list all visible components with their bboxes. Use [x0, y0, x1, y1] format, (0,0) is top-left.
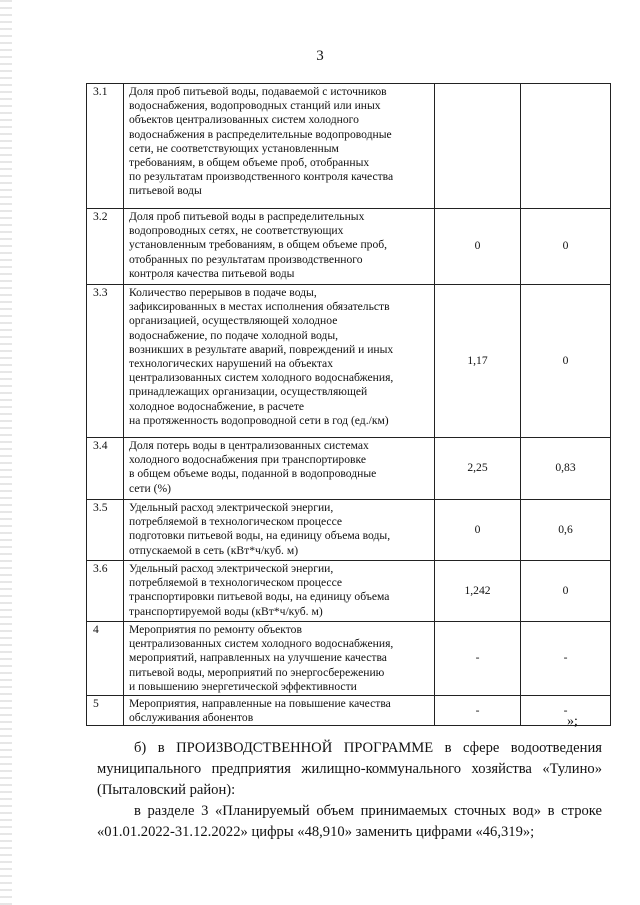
value-current: - — [435, 622, 521, 696]
page-number: 3 — [316, 48, 324, 64]
indicator-name — [124, 285, 435, 438]
indicator-text-line: обслуживания абонентов — [129, 711, 254, 725]
value-current: - — [435, 696, 521, 726]
value-current — [435, 84, 521, 209]
value-current: 0 — [435, 209, 521, 285]
value-current: 1,242 — [435, 561, 521, 622]
indicator-text-line: подготовки питьевой воды, на единицу объема воды, — [129, 529, 391, 543]
indicator-text-line: требованиям, в общем объеме проб, отобранных — [129, 156, 370, 170]
value-new: 0,83 — [521, 438, 611, 500]
row-number: 4 — [87, 622, 124, 696]
row-number: 3.5 — [87, 500, 124, 561]
indicator-text-line: централизованных систем холодного водоснабжения, — [129, 371, 394, 385]
indicator-text-line: питьевой воды, мероприятий по энергосбережению — [129, 665, 385, 679]
value-new: 0 — [521, 285, 611, 438]
indicator-text-line: Доля проб питьевой воды, подаваемой с источников — [129, 85, 387, 98]
indicator-text-line: водоснабжение, по подаче холодной воды, — [129, 328, 339, 342]
indicator-text-line: транспортируемой воды (кВт*ч/куб. м) — [129, 604, 323, 618]
value-current: 1,17 — [435, 285, 521, 438]
row-number: 3.6 — [87, 561, 124, 622]
value-new: 0 — [521, 209, 611, 285]
value-new: - — [521, 622, 611, 696]
indicator-text-line: отобранных по результатам производственного — [129, 252, 363, 266]
row-number: 3.1 — [87, 84, 124, 209]
indicator-text-line: водоснабжения, водопроводных станций или иных — [129, 99, 381, 113]
value-new: 0,6 — [521, 500, 611, 561]
row-number: 3.4 — [87, 438, 124, 500]
paragraph-b: б) в ПРОИЗВОДСТВЕННОЙ ПРОГРАММЕ в сфере водоотведения муниципального предприятия жилищно-коммунального хозяйства «Тулино» (Пыталовский район): — [97, 740, 602, 798]
table-row — [87, 500, 611, 561]
indicator-name — [124, 622, 435, 696]
indicator-text-line: в общем объеме воды, поданной в водопроводные — [129, 467, 377, 481]
indicator-text-line: мероприятий, направленных на улучшение качества — [129, 651, 387, 665]
indicators-table — [86, 83, 611, 726]
indicator-text-line: объектов централизованных систем холодного — [129, 113, 359, 127]
indicator-name — [124, 209, 435, 285]
indicator-text-line: транспортировки питьевой воды, на единицу объема — [129, 590, 390, 604]
row-number: 5 — [87, 696, 124, 726]
table-row — [87, 622, 611, 696]
table-closing-quote: »; — [567, 714, 578, 729]
table-row — [87, 696, 611, 726]
indicator-text-line: Удельный расход электрической энергии, — [129, 562, 334, 575]
indicator-name — [124, 561, 435, 622]
indicator-text-line: организацией, осуществляющей холодное — [129, 314, 338, 328]
table-row — [87, 209, 611, 285]
indicator-text-line: потребляемой в технологическом процессе — [129, 576, 343, 590]
indicator-text-line: сети, не соответствующих установленным — [129, 141, 339, 155]
row-number: 3.3 — [87, 285, 124, 438]
indicator-text-line: централизованных систем холодного водоснабжения, — [129, 637, 394, 651]
indicator-name — [124, 84, 435, 209]
indicator-text-line: сети (%) — [129, 481, 171, 495]
indicator-text-line: потребляемой в технологическом процессе — [129, 515, 343, 529]
value-new: 0 — [521, 561, 611, 622]
indicator-text-line: контроля качества питьевой воды — [129, 266, 295, 280]
value-new: - — [521, 696, 611, 726]
indicator-text-line: Мероприятия по ремонту объектов — [129, 623, 302, 636]
value-current: 0 — [435, 500, 521, 561]
scan-edge — [0, 0, 12, 905]
indicator-text-line: Удельный расход электрической энергии, — [129, 501, 334, 514]
indicator-text-line: отпускаемой в сеть (кВт*ч/куб. м) — [129, 543, 299, 557]
indicator-text-line: питьевой воды — [129, 184, 202, 198]
table-row — [87, 438, 611, 500]
indicator-text-line: водопроводных сетях, не соответствующих — [129, 224, 344, 238]
indicator-text-line: зафиксированных в местах исполнения обязательств — [129, 300, 390, 314]
table-row — [87, 84, 611, 209]
indicator-text-line: возникших в результате аварий, повреждений и иных — [129, 342, 394, 356]
indicator-text-line: Мероприятия, направленные на повышение качества — [129, 697, 391, 710]
indicator-text-line: холодное водоснабжение, в расчете — [129, 399, 305, 413]
indicator-text-line: водоснабжения в распределительные водопроводные — [129, 127, 392, 141]
indicator-text-line: Доля потерь воды в централизованных системах — [129, 439, 369, 452]
indicator-text-line: и повышению энергетической эффективности — [129, 679, 357, 693]
row-number: 3.2 — [87, 209, 124, 285]
indicator-text-line: установленным требованиям, в общем объеме проб, — [129, 238, 388, 252]
indicator-name — [124, 438, 435, 500]
indicator-text-line: технологических нарушений на объектах — [129, 357, 333, 371]
indicator-name — [124, 696, 435, 726]
table-row — [87, 285, 611, 438]
value-current: 2,25 — [435, 438, 521, 500]
table-row — [87, 561, 611, 622]
indicator-text-line: принадлежащих организации, осуществляющей — [129, 385, 368, 399]
indicator-text-line: по результатам производственного контроля качества — [129, 170, 394, 184]
paragraph-section-3: в разделе 3 «Планируемый объем принимаемых сточных вод» в строке «01.01.2022-31.12.2022» цифры «48,910» заменить цифрами «46,319»; — [97, 803, 602, 840]
indicator-text-line: на протяженность водопроводной сети в год (ед./км) — [129, 413, 389, 427]
indicator-name — [124, 500, 435, 561]
value-new — [521, 84, 611, 209]
indicator-text-line: Доля проб питьевой воды в распределительных — [129, 210, 365, 223]
indicator-text-line: холодного водоснабжения при транспортировке — [129, 453, 366, 467]
indicator-text-line: Количество перерывов в подаче воды, — [129, 286, 317, 299]
